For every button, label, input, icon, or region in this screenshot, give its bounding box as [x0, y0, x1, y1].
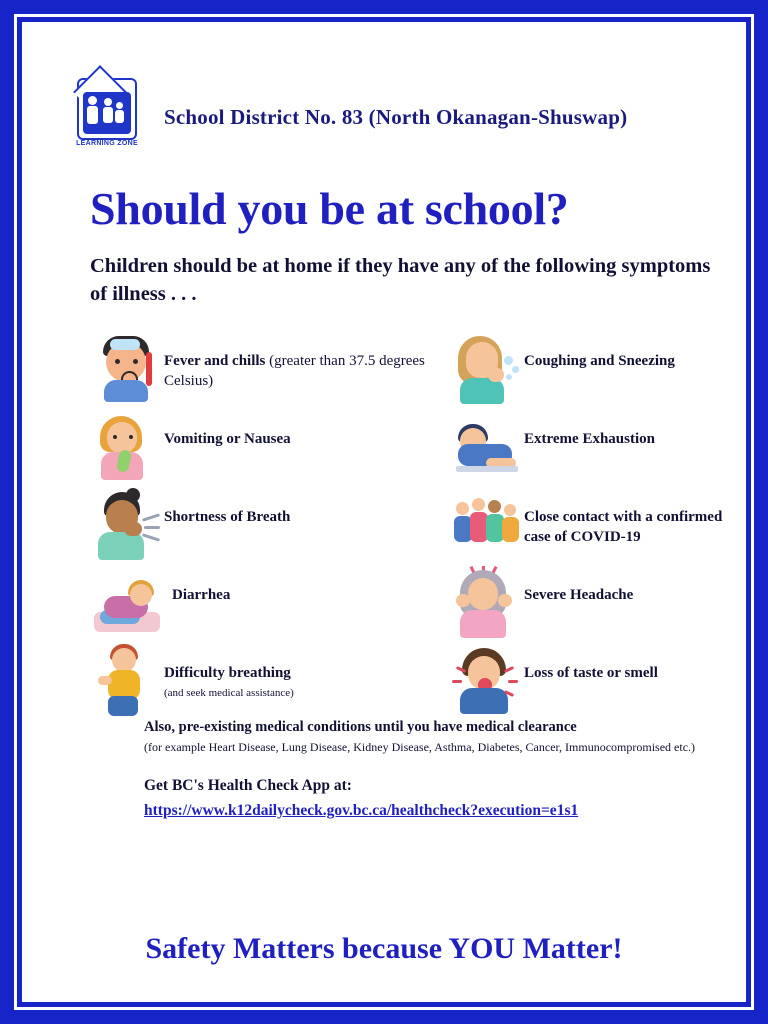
symptom-row: [90, 326, 730, 404]
symptom-grid: [90, 326, 730, 716]
symptom-label: Vomiting or Nausea: [164, 431, 291, 448]
symptom-label: Loss of taste or smell: [524, 665, 658, 682]
poster-outer-border: [14, 14, 754, 1010]
page-subtitle: Children should be at home if they have any of the following symptoms of illness . . .: [90, 255, 711, 305]
health-check-app-label: Get BC's Health Check App at:: [144, 777, 352, 795]
logo-figure-c-head: [116, 102, 123, 109]
symptom-label: Diarrhea: [172, 587, 231, 604]
coughing-sneezing-icon: [450, 326, 524, 404]
fever-face-icon: [90, 326, 164, 404]
symptom-item-shortness-of-breath: [90, 482, 450, 560]
tagline: Safety Matters because YOU Matter!: [145, 932, 623, 965]
header: [22, 22, 746, 156]
symptom-label: Extreme Exhaustion: [524, 431, 655, 448]
symptom-item-fever: [90, 326, 450, 404]
symptom-row: [90, 560, 730, 638]
district-name: School District No. 83 (North Okanagan-Shuswap): [164, 104, 628, 129]
shortness-of-breath-icon: [90, 482, 164, 560]
diarrhea-icon: [90, 560, 164, 638]
logo-figure-b-head: [104, 98, 112, 106]
page-title: Should you be at school?: [90, 183, 569, 234]
symptom-row: [90, 638, 730, 716]
symptom-item-close-contact: [450, 482, 730, 560]
preexisting-conditions-examples: (for example Heart Disease, Lung Disease, Kidney Disease, Asthma, Diabetes, Cancer, Immunocompromised etc.): [144, 740, 696, 755]
symptom-item-vomiting: [90, 404, 450, 482]
symptom-item-loss-of-taste: [450, 638, 730, 716]
symptom-label: Coughing and Sneezing: [524, 353, 675, 370]
logo-caption: LEARNING ZONE: [76, 140, 138, 147]
symptom-label-bold: Fever and chills: [164, 353, 266, 370]
school-district-logo: [74, 78, 140, 156]
difficulty-breathing-icon: [90, 638, 164, 716]
logo-figure-b-body: [103, 107, 113, 123]
symptom-item-diarrhea: [90, 560, 450, 638]
symptom-row: [90, 404, 730, 482]
vomiting-icon: [90, 404, 164, 482]
poster-canvas: [22, 22, 746, 1002]
headache-icon: [450, 560, 524, 638]
symptom-label-bold: Difficulty breathing: [164, 665, 291, 682]
symptom-label: Severe Headache: [524, 587, 634, 604]
logo-figure-a-head: [88, 96, 97, 105]
symptom-row: [90, 482, 730, 560]
symptom-label: [164, 638, 294, 699]
group-contact-icon: [450, 482, 524, 560]
symptom-label-note: (and seek medical assistance): [164, 686, 294, 699]
symptom-item-headache: [450, 560, 730, 638]
exhaustion-icon: [450, 404, 524, 482]
symptom-item-difficulty-breathing: [90, 638, 450, 716]
symptom-label: [164, 326, 450, 390]
preexisting-conditions-note: Also, pre-existing medical conditions until you have medical clearance: [144, 719, 577, 736]
loss-of-taste-icon: [450, 638, 524, 716]
logo-figure-a-body: [87, 106, 98, 124]
symptom-item-exhaustion: [450, 404, 730, 482]
symptom-label: Close contact with a confirmed case of COVID-19: [524, 509, 723, 545]
symptom-label-light: (greater than 37.5 degrees Celsius): [164, 353, 425, 389]
symptom-item-coughing: [450, 326, 730, 404]
health-check-app-link[interactable]: https://www.k12dailycheck.gov.bc.ca/healthcheck?execution=e1s1: [144, 802, 579, 820]
symptom-label: Shortness of Breath: [164, 509, 291, 526]
logo-figure-c-body: [115, 110, 124, 123]
